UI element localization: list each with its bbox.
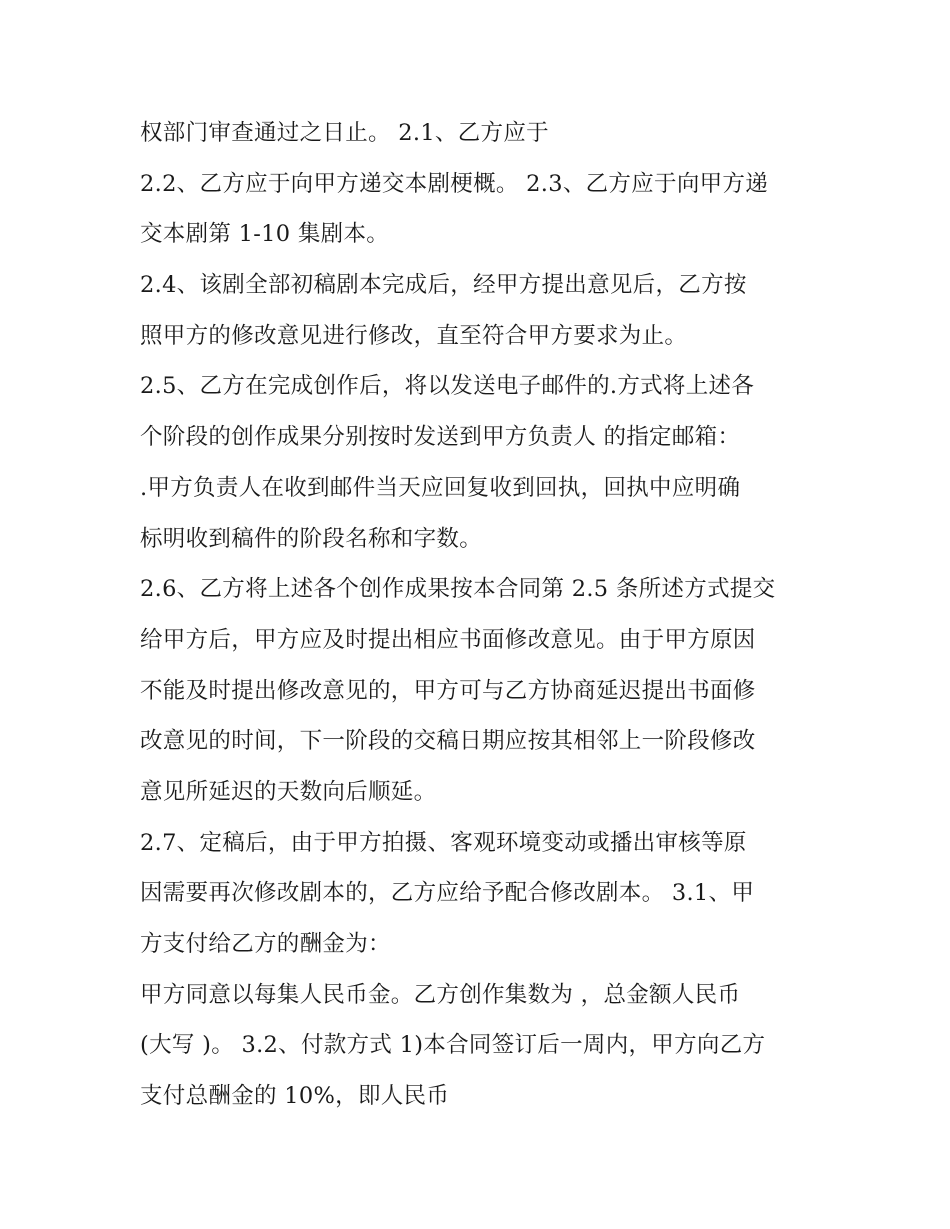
text-line: .甲方负责人在收到邮件当天应回复收到回执，回执中应明确 bbox=[140, 474, 741, 501]
text-line: 2.6、乙方将上述各个创作成果按本合同第 2.5 条所述方式提交 bbox=[140, 576, 776, 603]
text-line: 照甲方的修改意见进行修改，直至符合甲方要求为止。 bbox=[140, 322, 688, 349]
text-line: 交本剧第 1-10 集剧本。 bbox=[140, 221, 390, 248]
text-line: 个阶段的创作成果分别按时发送到甲方负责人 的指定邮箱： bbox=[140, 424, 741, 451]
text-line: 权部门审查通过之日止。 2.1、乙方应于 bbox=[140, 120, 549, 146]
text-line: 因需要再次修改剧本的，乙方应给予配合修改剧本。 3.1、甲 bbox=[140, 880, 755, 907]
text-line: 支付总酬金的 10%，即人民币 bbox=[140, 1083, 450, 1110]
text-line: 甲方同意以每集人民币金。乙方创作集数为 ，总金额人民币 bbox=[140, 981, 741, 1008]
text-line: 改意见的时间，下一阶段的交稿日期应按其相邻上一阶段修改 bbox=[140, 728, 756, 755]
text-line: 意见所延迟的天数向后顺延。 bbox=[140, 778, 437, 805]
text-line: 标明收到稿件的阶段名称和字数。 bbox=[140, 525, 483, 552]
text-line: 方支付给乙方的酬金为： bbox=[140, 931, 391, 957]
text-line: 不能及时提出修改意见的，甲方可与乙方协商延迟提出书面修 bbox=[140, 677, 756, 704]
document-body bbox=[140, 108, 830, 1122]
text-line: 2.5、乙方在完成创作后，将以发送电子邮件的.方式将上述各 bbox=[140, 373, 755, 400]
text-line: 2.2、乙方应于向甲方递交本剧梗概。 2.3、乙方应于向甲方递 bbox=[140, 170, 769, 197]
text-line: 2.4、该剧全部初稿剧本完成后，经甲方提出意见后，乙方按 bbox=[140, 272, 747, 299]
text-line: 2.7、定稿后，由于甲方拍摄、客观环境变动或播出审核等原 bbox=[140, 829, 747, 856]
text-line: 给甲方后，甲方应及时提出相应书面修改意见。由于甲方原因 bbox=[140, 626, 756, 653]
text-line: (大写 )。 3.2、付款方式 1)本合同签订后一周内，甲方向乙方 bbox=[140, 1032, 766, 1059]
